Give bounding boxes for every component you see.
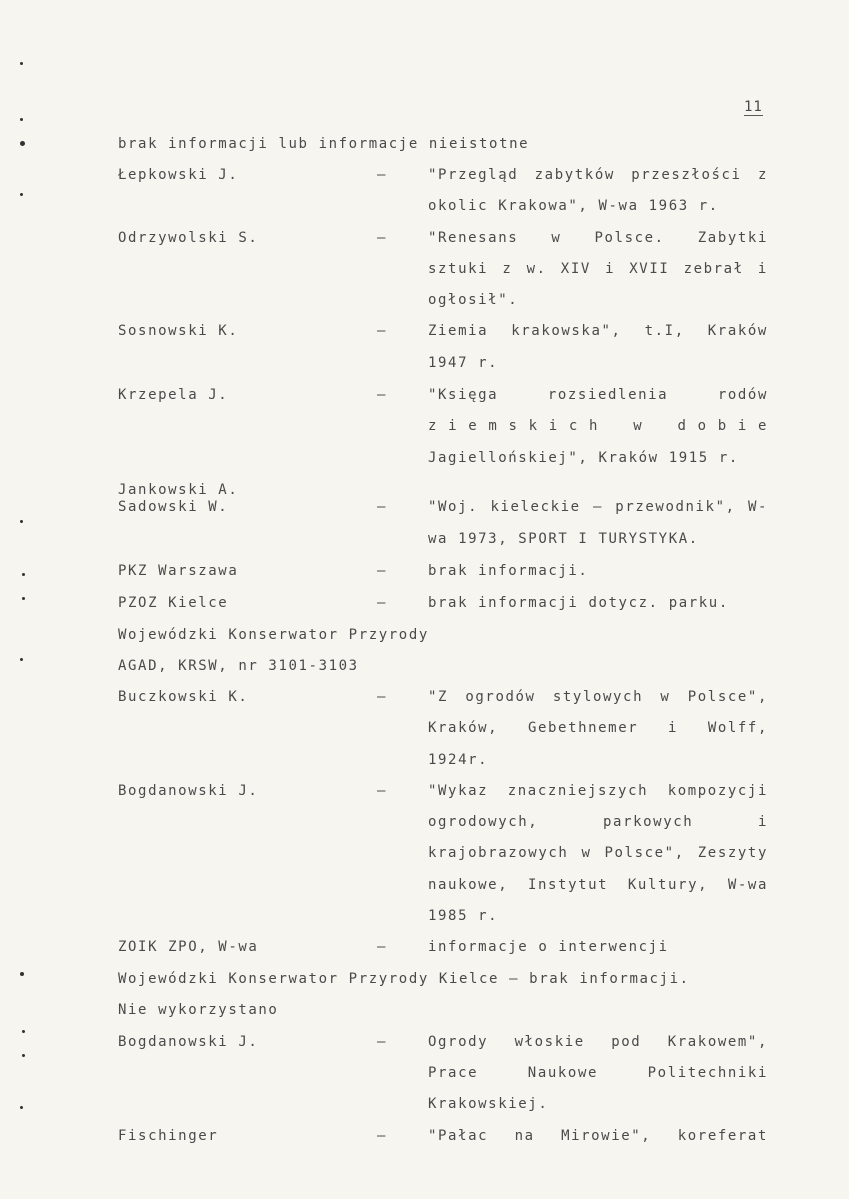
entry-author-second: Sadowski W. bbox=[118, 499, 229, 515]
entry-author: ZOIK ZPO, W-wa bbox=[118, 939, 259, 955]
entry-dash: – bbox=[377, 1128, 388, 1144]
scan-speck bbox=[22, 1030, 25, 1033]
word: stylowych bbox=[552, 689, 644, 705]
letter: o bbox=[697, 418, 708, 434]
word: Prace bbox=[428, 1065, 479, 1081]
word: W- bbox=[747, 499, 768, 515]
standalone-line: Nie wykorzystano bbox=[118, 1002, 279, 1018]
word: Ziemia bbox=[428, 323, 489, 339]
word: t.I, bbox=[644, 323, 685, 339]
word: w bbox=[551, 230, 562, 246]
entry-dash: – bbox=[377, 689, 388, 705]
entry-author: Krzepela J. bbox=[118, 387, 229, 403]
letter: i bbox=[448, 418, 459, 434]
entry-dash: – bbox=[377, 563, 388, 579]
word: i bbox=[757, 261, 768, 277]
word: parkowych bbox=[603, 814, 694, 830]
standalone-line: Wojewódzki Konserwator Przyrody Kielce – brak informacji. bbox=[118, 971, 690, 987]
word: "Woj. bbox=[428, 499, 479, 515]
word: przeszłości bbox=[631, 167, 742, 183]
letter: m bbox=[488, 418, 499, 434]
letter: c bbox=[568, 418, 579, 434]
word: "Księga bbox=[428, 387, 499, 403]
word: z bbox=[502, 261, 513, 277]
entry-dash: – bbox=[377, 167, 388, 183]
letter: i bbox=[548, 418, 559, 434]
entry-reference-line bbox=[428, 688, 768, 706]
word: Instytut bbox=[527, 877, 609, 893]
standalone-line: Wojewódzki Konserwator Przyrody bbox=[118, 627, 429, 643]
word: i bbox=[668, 720, 679, 736]
entry-reference-line bbox=[428, 166, 768, 184]
word: krajobrazowych bbox=[428, 845, 569, 861]
word: "Renesans bbox=[428, 230, 519, 246]
word: włoskie bbox=[514, 1034, 585, 1050]
entry-author: Buczkowski K. bbox=[118, 689, 249, 705]
word: z bbox=[757, 167, 768, 183]
letter: w bbox=[633, 418, 644, 434]
scan-speck bbox=[22, 1054, 25, 1057]
standalone-line: AGAD, KRSW, nr 3101-3103 bbox=[118, 658, 359, 674]
word: znaczniejszych bbox=[507, 783, 649, 799]
scan-speck bbox=[22, 573, 25, 576]
entry-reference-line bbox=[428, 260, 768, 278]
letter: e bbox=[757, 418, 768, 434]
entry-author: Sosnowski K. bbox=[118, 323, 239, 339]
word: w. bbox=[526, 261, 547, 277]
entry-dash: – bbox=[377, 595, 388, 611]
gap bbox=[609, 417, 623, 435]
word: Zabytki bbox=[697, 230, 768, 246]
entry-reference-line: wa 1973, SPORT I TURYSTYKA. bbox=[428, 531, 699, 547]
letter: e bbox=[468, 418, 479, 434]
letter: d bbox=[677, 418, 688, 434]
entry-author: Fischinger bbox=[118, 1128, 219, 1144]
scan-speck bbox=[20, 193, 23, 196]
word: "Przegląd bbox=[428, 167, 519, 183]
word: w bbox=[581, 845, 592, 861]
entry-author: Bogdanowski J. bbox=[118, 1034, 259, 1050]
letter: s bbox=[508, 418, 519, 434]
word: na bbox=[514, 1128, 535, 1144]
entry-author: Jankowski A. bbox=[118, 482, 239, 498]
entry-dash: – bbox=[377, 499, 388, 515]
scan-speck bbox=[20, 141, 25, 146]
entry-reference-line bbox=[428, 813, 768, 831]
scan-speck bbox=[20, 658, 23, 661]
word: kompozycji bbox=[667, 783, 768, 799]
letter: k bbox=[528, 418, 539, 434]
entry-reference-line: 1985 r. bbox=[428, 908, 499, 924]
word: i bbox=[605, 261, 616, 277]
entry-reference-line bbox=[428, 498, 768, 516]
entry-dash: – bbox=[377, 1034, 388, 1050]
word: Kraków bbox=[707, 323, 768, 339]
word: w bbox=[660, 689, 671, 705]
entry-reference-line bbox=[428, 876, 768, 894]
word: XVII bbox=[629, 261, 670, 277]
word: Polsce", bbox=[604, 845, 685, 861]
word: Wolff, bbox=[707, 720, 768, 736]
word: Ogrody bbox=[428, 1034, 489, 1050]
entry-author: Bogdanowski J. bbox=[118, 783, 259, 799]
word: – bbox=[592, 499, 604, 515]
letter: z bbox=[428, 418, 439, 434]
entry-reference-line: 1947 r. bbox=[428, 355, 499, 371]
entry-reference-line bbox=[428, 1127, 768, 1145]
entry-reference-line: brak informacji. bbox=[428, 563, 589, 579]
word: "Wykaz bbox=[428, 783, 489, 799]
scan-speck bbox=[20, 62, 23, 65]
word: Krakowem", bbox=[667, 1034, 768, 1050]
entry-reference-line bbox=[428, 782, 768, 800]
entry-reference-line bbox=[428, 719, 768, 737]
word: zebrał bbox=[683, 261, 744, 277]
word: "Z bbox=[428, 689, 449, 705]
word: rozsiedlenia bbox=[547, 387, 669, 403]
word: ogrodowych, bbox=[428, 814, 539, 830]
word: zabytków bbox=[534, 167, 615, 183]
entry-reference-line bbox=[428, 1064, 768, 1082]
word: koreferat bbox=[677, 1128, 768, 1144]
word: sztuki bbox=[428, 261, 489, 277]
entry-reference-line: Jagiellońskiej", Kraków 1915 r. bbox=[428, 450, 739, 466]
word: naukowe, bbox=[428, 877, 509, 893]
word: XIV bbox=[560, 261, 591, 277]
entry-reference-line bbox=[428, 844, 768, 862]
scan-speck bbox=[22, 597, 25, 600]
entry-dash: – bbox=[377, 387, 388, 403]
word: Mirowie", bbox=[561, 1128, 652, 1144]
entry-dash: – bbox=[377, 323, 388, 339]
entry-reference-line: okolic Krakowa", W-wa 1963 r. bbox=[428, 198, 719, 214]
entry-author: PZOZ Kielce bbox=[118, 595, 229, 611]
word: Polsce. bbox=[594, 230, 665, 246]
entry-reference-line: Krakowskiej. bbox=[428, 1096, 549, 1112]
entry-reference-line bbox=[428, 229, 768, 247]
entry-reference-line bbox=[428, 386, 768, 404]
entry-author: PKZ Warszawa bbox=[118, 563, 239, 579]
word: ogrodów bbox=[465, 689, 536, 705]
section-heading: brak informacji lub informacje nieistotne bbox=[118, 136, 530, 152]
word: przewodnik", bbox=[615, 499, 736, 515]
entry-reference-line: brak informacji dotycz. parku. bbox=[428, 595, 729, 611]
word: Polsce", bbox=[687, 689, 768, 705]
entry-dash: – bbox=[377, 783, 388, 799]
word: Kultury, bbox=[627, 877, 709, 893]
word: i bbox=[757, 814, 768, 830]
scan-speck bbox=[20, 1106, 23, 1109]
scan-speck bbox=[20, 520, 23, 523]
word: W-wa bbox=[727, 877, 768, 893]
word: Naukowe bbox=[527, 1065, 598, 1081]
entry-reference-line bbox=[428, 322, 768, 340]
word: Politechniki bbox=[647, 1065, 768, 1081]
entry-reference-line: informacje o interwencji bbox=[428, 939, 669, 955]
word: rodów bbox=[717, 387, 768, 403]
word: "Pałac bbox=[428, 1128, 489, 1144]
word: Zeszyty bbox=[697, 845, 768, 861]
entry-reference-line bbox=[428, 1033, 768, 1051]
scan-speck bbox=[20, 118, 23, 121]
letter: i bbox=[737, 418, 748, 434]
page-number: 11 bbox=[744, 99, 763, 115]
entry-author: Odrzywolski S. bbox=[118, 230, 259, 246]
gap bbox=[653, 417, 667, 435]
letter: b bbox=[717, 418, 728, 434]
word: krakowska", bbox=[511, 323, 622, 339]
entry-reference-line bbox=[428, 417, 768, 435]
word: pod bbox=[611, 1034, 642, 1050]
word: kieleckie bbox=[490, 499, 581, 515]
scan-speck bbox=[20, 972, 24, 976]
entry-reference-line: 1924r. bbox=[428, 752, 489, 768]
word: Kraków, bbox=[428, 720, 499, 736]
entry-author: Łepkowski J. bbox=[118, 167, 239, 183]
entry-reference-line: ogłosił". bbox=[428, 292, 519, 308]
entry-dash: – bbox=[377, 230, 388, 246]
word: Gebethnemer bbox=[527, 720, 639, 736]
letter: h bbox=[589, 418, 600, 434]
entry-dash: – bbox=[377, 939, 388, 955]
